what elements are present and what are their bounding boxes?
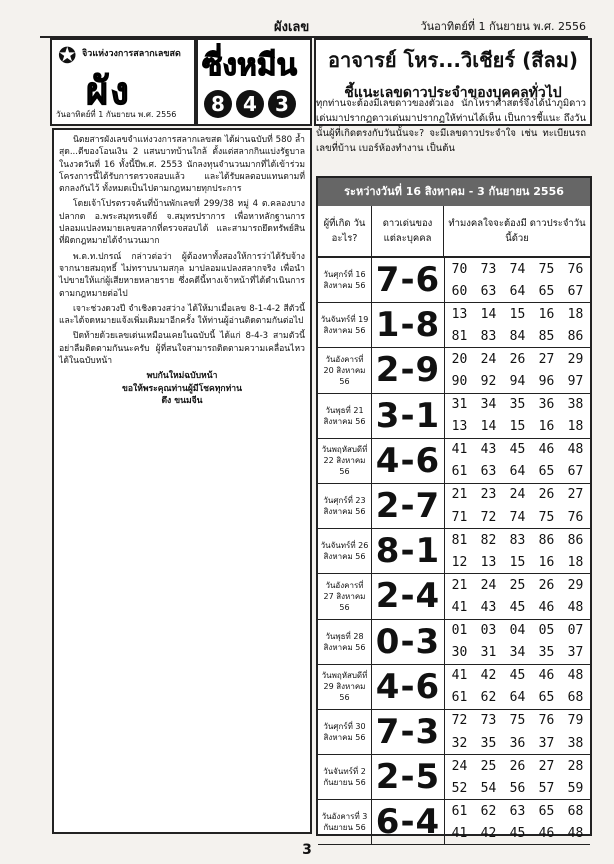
row-star-pair: 7-3 — [372, 710, 445, 754]
lucky-number: 31 — [451, 397, 468, 413]
row-numbers — [445, 710, 590, 754]
logo-tagline: จิวแห่งวงการสลากเลขสด — [82, 49, 181, 59]
table-row — [318, 394, 590, 439]
lucky-number: 26 — [538, 577, 555, 593]
lucky-number: 20 — [451, 351, 468, 367]
row-day: วันอังคารที่ 27 สิงหาคม 56 — [318, 574, 372, 618]
table-row — [318, 484, 590, 529]
lucky-number: 24 — [509, 487, 526, 503]
lucky-number: 27 — [538, 351, 555, 367]
lucky-number: 56 — [509, 780, 526, 796]
table-row — [318, 439, 590, 484]
left-column — [52, 128, 312, 834]
lucky-number: 46 — [538, 442, 555, 458]
lucky-number: 43 — [480, 442, 497, 458]
lucky-number: 72 — [451, 713, 468, 729]
lucky-number: 52 — [451, 780, 468, 796]
lucky-number: 38 — [567, 735, 584, 751]
lucky-number: 27 — [567, 487, 584, 503]
table-row — [318, 755, 590, 800]
row-star-pair: 6-4 — [372, 800, 445, 844]
paragraph: นิตยสารผังเลขจำแห่งวงการสลากเลขสด ได้ผ่านฉบับที่ 580 ล้ำสุด...ตีของโอนเงิน 2 แสนบาทบ้านใกล้ ตั้งแต่สลากกินแบ่งรัฐบาลในงวดวันที่ 16 ทั้งนี้ปีพ.ศ. 2553 นักลงทุนจำนวนมากที่ได้เข้าร่วมโครงการนี้ได้รับการตรวจสอบแล้ว และได้รับผลตอบแทนตามที่ตกลงกันไว้ ทั้งหมดเป็นไปตามกฎหมายทุกประการ — [59, 135, 305, 195]
lucky-number: 83 — [509, 532, 526, 548]
lucky-number: 37 — [567, 645, 584, 661]
row-star-pair: 8-1 — [372, 529, 445, 573]
lucky-number: 34 — [480, 397, 497, 413]
table-body — [318, 258, 590, 845]
digit-ball: 4 — [236, 90, 264, 118]
lucky-number: 86 — [567, 532, 584, 548]
lucky-number: 68 — [567, 803, 584, 819]
table-row — [318, 529, 590, 574]
table-row — [318, 710, 590, 755]
row-star-pair: 2-5 — [372, 755, 445, 799]
lucky-number: 64 — [509, 690, 526, 706]
lucky-number: 73 — [480, 713, 497, 729]
lucky-number: 41 — [451, 599, 468, 615]
lucky-number: 73 — [480, 261, 497, 277]
lucky-number: 28 — [567, 758, 584, 774]
lucky-number: 94 — [509, 374, 526, 390]
row-star-pair: 2-7 — [372, 484, 445, 528]
lucky-number: 30 — [451, 645, 468, 661]
lucky-number: 82 — [480, 532, 497, 548]
row-numbers — [445, 258, 590, 302]
lucky-number: 16 — [538, 554, 555, 570]
lucky-number: 36 — [509, 735, 526, 751]
row-star-pair: 1-8 — [372, 303, 445, 347]
column-header-pair: ดาวเด่นของ แต่ละบุคคล — [372, 206, 444, 256]
lucky-number: 04 — [509, 623, 526, 639]
lucky-number: 48 — [567, 442, 584, 458]
table-row — [318, 348, 590, 393]
lucky-number: 76 — [567, 509, 584, 525]
lucky-number: 24 — [480, 577, 497, 593]
row-numbers — [445, 800, 590, 844]
lucky-number: 35 — [509, 397, 526, 413]
paragraph: พ.ต.ท.ปกรณ์ กล่าวต่อว่า ผู้ต้องหาทั้งสองให้การว่าได้รับจ้างจากนายสมฤทธิ์ ไม่ทราบนามสกุล มาปลอมแปลงสลากจริง เพื่อนำไปขายให้แก่ผู้เสียหายหลายราย ซึ่งคดีนี้ทางเจ้าหน้าที่ได้ดำเนินการตามกฎหมายต่อไป — [59, 251, 305, 299]
lucky-digits — [204, 90, 296, 118]
lucky-number: 64 — [509, 464, 526, 480]
lucky-number: 75 — [538, 261, 555, 277]
lucky-number: 05 — [538, 623, 555, 639]
masthead-brand: ผังเลข — [274, 20, 310, 35]
row-numbers — [445, 665, 590, 709]
row-day: วันจันทร์ที่ 26 สิงหาคม 56 — [318, 529, 372, 573]
column-header-day: ผู้ที่เกิด วันอะไร? — [318, 206, 372, 256]
lucky-number: 48 — [567, 825, 584, 841]
lucky-number: 12 — [451, 554, 468, 570]
lucky-number: 34 — [509, 645, 526, 661]
table-row — [318, 303, 590, 348]
lucky-number: 46 — [538, 599, 555, 615]
row-day: วันพฤหัสบดีที่ 29 สิงหาคม 56 — [318, 665, 372, 709]
row-numbers — [445, 303, 590, 347]
lucky-number: 45 — [509, 599, 526, 615]
digit-ball: 3 — [268, 90, 296, 118]
lucky-number: 14 — [480, 306, 497, 322]
digit-ball: 8 — [204, 90, 232, 118]
row-numbers — [445, 484, 590, 528]
lucky-number: 42 — [480, 825, 497, 841]
lucky-number: 26 — [509, 758, 526, 774]
lucky-number: 27 — [538, 758, 555, 774]
lucky-number: 42 — [480, 668, 497, 684]
lucky-number: 74 — [509, 261, 526, 277]
lucky-number: 83 — [480, 328, 497, 344]
lucky-number: 60 — [451, 283, 468, 299]
lucky-number: 74 — [509, 509, 526, 525]
lucky-number: 23 — [480, 487, 497, 503]
row-numbers — [445, 620, 590, 664]
logo-title: ผัง — [86, 69, 131, 113]
row-star-pair: 2-4 — [372, 574, 445, 618]
lucky-number: 72 — [480, 509, 497, 525]
masthead-bar — [40, 14, 588, 38]
lucky-number: 92 — [480, 374, 497, 390]
column-logo-title: ซี่งหมีน — [202, 48, 298, 83]
magazine-logo — [50, 38, 196, 126]
lucky-number: 62 — [480, 690, 497, 706]
lucky-number: 63 — [480, 283, 497, 299]
lucky-number: 18 — [567, 554, 584, 570]
lucky-number: 57 — [538, 780, 555, 796]
row-numbers — [445, 394, 590, 438]
lucky-number: 63 — [509, 803, 526, 819]
article-subtitle: ชี้แนะเลขดาวประจำของบุคคลทั่วไป — [344, 85, 562, 101]
lucky-number: 96 — [538, 374, 555, 390]
lucky-number: 86 — [567, 328, 584, 344]
lucky-number: 48 — [567, 668, 584, 684]
table-header — [318, 206, 590, 258]
lucky-number: 07 — [567, 623, 584, 639]
author-name: ดึง ขนมจีน — [161, 395, 203, 406]
lucky-number: 31 — [480, 645, 497, 661]
row-day: วันศุกร์ที่ 23 สิงหาคม 56 — [318, 484, 372, 528]
lucky-number: 65 — [538, 283, 555, 299]
column-header-numbers: ทำมงคลใจจะต้องมี ดาวประจำวันนี้ด้วย — [448, 218, 586, 244]
lucky-number: 37 — [538, 735, 555, 751]
lucky-number: 03 — [480, 623, 497, 639]
lucky-number: 84 — [509, 328, 526, 344]
lucky-number: 32 — [451, 735, 468, 751]
paragraph: โดยเจ้าโปรตรวจค้นที่บ้านพักเลขที่ 299/38 หมู่ 4 ต.คลองบางปลากด อ.พระสมุทรเจดีย์ จ.สมุทรปราการ เพื่อหาหลักฐานการปลอมแปลงหมายเลขสลากที่ตรวจสอบได้ และสามารถยึดทรัพย์สินที่ผิดกฎหมายได้จำนวนมาก — [59, 199, 305, 247]
row-numbers — [445, 755, 590, 799]
lucky-number: 86 — [538, 532, 555, 548]
row-day: วันพุธที่ 28 สิงหาคม 56 — [318, 620, 372, 664]
row-day: วันจันทร์ที่ 2 กันยายน 56 — [318, 755, 372, 799]
lucky-number: 41 — [451, 825, 468, 841]
row-star-pair: 3-1 — [372, 394, 445, 438]
signoff-line: ขอให้พระคุณท่านผู้มีโชคทุกท่าน — [121, 383, 242, 394]
lucky-number: 67 — [567, 283, 584, 299]
row-star-pair: 2-9 — [372, 348, 445, 392]
table-period: ระหว่างวันที่ 16 สิงหาคม - 3 กันยายน 2556 — [318, 178, 590, 206]
lucky-number: 16 — [538, 306, 555, 322]
masthead-date: วันอาทิตย์ที่ 1 กันยายน พ.ศ. 2556 — [420, 20, 586, 33]
lucky-number: 35 — [538, 645, 555, 661]
lucky-number: 43 — [480, 599, 497, 615]
lucky-number: 29 — [567, 351, 584, 367]
lucky-number: 79 — [567, 713, 584, 729]
lucky-number: 25 — [480, 758, 497, 774]
row-day: วันอังคารที่ 20 สิงหาคม 56 — [318, 348, 372, 392]
lucky-number: 21 — [451, 487, 468, 503]
row-star-pair: 0-3 — [372, 620, 445, 664]
lucky-number: 15 — [509, 419, 526, 435]
row-star-pair: 4-6 — [372, 665, 445, 709]
lucky-number: 97 — [567, 374, 584, 390]
lucky-number: 01 — [451, 623, 468, 639]
lucky-number: 36 — [538, 397, 555, 413]
signoff-line: พบกันใหม่ฉบับหน้า — [146, 371, 218, 382]
lucky-number: 81 — [451, 328, 468, 344]
row-numbers — [445, 574, 590, 618]
lucky-number: 24 — [451, 758, 468, 774]
lucky-number: 13 — [451, 419, 468, 435]
row-star-pair: 7-6 — [372, 258, 445, 302]
lucky-number: 15 — [509, 306, 526, 322]
table-row — [318, 258, 590, 303]
table-row — [318, 620, 590, 665]
lucky-number: 85 — [538, 328, 555, 344]
lucky-number: 64 — [509, 283, 526, 299]
star-icon: ✪ — [58, 44, 77, 69]
lucky-number: 61 — [451, 464, 468, 480]
lucky-number: 45 — [509, 668, 526, 684]
lucky-number: 46 — [538, 825, 555, 841]
lucky-number: 29 — [567, 577, 584, 593]
row-day: วันพฤหัสบดีที่ 22 สิงหาคม 56 — [318, 439, 372, 483]
lucky-number: 48 — [567, 599, 584, 615]
lucky-number: 25 — [509, 577, 526, 593]
row-numbers — [445, 529, 590, 573]
lucky-number: 65 — [538, 690, 555, 706]
lucky-number: 45 — [509, 442, 526, 458]
lucky-number: 18 — [567, 419, 584, 435]
paragraph: ปิดท้ายด้วยเลขเด่นเหมือนเคยในฉบับนี้ ได้แก่ 8-4-3 สามตัวนี้อย่าลืมติดตามกันนะครับ ผู้ที่สนใจสามารถติดตามความเคลื่อนไหวได้ในฉบับหน้า — [59, 331, 305, 367]
lucky-number: 75 — [509, 713, 526, 729]
lucky-number: 16 — [538, 419, 555, 435]
row-day: วันศุกร์ที่ 16 สิงหาคม 56 — [318, 258, 372, 302]
row-star-pair: 4-6 — [372, 439, 445, 483]
article-title: อาจารย์ โหร...วิเชียร์ (สีลม) — [327, 48, 579, 72]
lucky-number: 45 — [509, 825, 526, 841]
lucky-number: 90 — [451, 374, 468, 390]
lucky-number: 26 — [509, 351, 526, 367]
lucky-number: 81 — [451, 532, 468, 548]
column-logo — [196, 38, 312, 126]
table-row — [318, 665, 590, 710]
lucky-number: 67 — [567, 464, 584, 480]
row-day: วันศุกร์ที่ 30 สิงหาคม 56 — [318, 710, 372, 754]
row-day: วันอังคารที่ 3 กันยายน 56 — [318, 800, 372, 844]
table-row — [318, 800, 590, 845]
lucky-number: 18 — [567, 306, 584, 322]
lucky-number: 61 — [451, 690, 468, 706]
lucky-number: 46 — [538, 668, 555, 684]
lucky-number: 70 — [451, 261, 468, 277]
lucky-number: 41 — [451, 668, 468, 684]
lucky-number: 15 — [509, 554, 526, 570]
lucky-number: 26 — [538, 487, 555, 503]
lucky-number: 68 — [567, 690, 584, 706]
logo-date: วันอาทิตย์ที่ 1 กันยายน พ.ศ. 2556 — [56, 110, 177, 119]
article-intro: ทุกท่านจะต้องมีเลขดาวของตัวเอง นักโหราศาสตร์จึงได้นำภูมิดาวเด่นมาปรากฏดาวเด่นมาปรากฏให้ท่านได้เห็น เป็นการชี้แนะ ถึงวันนั้นผู้ที่เกิดตรงกับวันนั้นจะ? จะมีเลขดาวประจำใจ เช่น ทะเบียนรถ เลขที่บ้าน เบอร์ห้องทำงาน เป็นต้น — [316, 98, 586, 154]
row-day: วันจันทร์ที่ 19 สิงหาคม 56 — [318, 303, 372, 347]
lucky-number: 24 — [480, 351, 497, 367]
lucky-number: 65 — [538, 803, 555, 819]
page-number: 3 — [302, 842, 312, 858]
lucky-number-table — [316, 176, 592, 843]
lucky-number: 21 — [451, 577, 468, 593]
lucky-number: 63 — [480, 464, 497, 480]
lucky-number: 71 — [451, 509, 468, 525]
row-numbers — [445, 348, 590, 392]
lucky-number: 41 — [451, 442, 468, 458]
lucky-number: 75 — [538, 509, 555, 525]
lucky-number: 61 — [451, 803, 468, 819]
lucky-number: 38 — [567, 397, 584, 413]
lucky-number: 14 — [480, 419, 497, 435]
lucky-number: 35 — [480, 735, 497, 751]
paragraph: เจาะช่วงดวงปี จำเชิงดวงสว่าง ได้ให้มาเมื่อเลข 8-1-4-2 สีตัวนี้ และได้จดหมายแจ้งเพิ่มเติมมาอีกครั้ง ให้ท่านผู้อ่านติดตามกันต่อไป — [59, 303, 305, 327]
lucky-number: 65 — [538, 464, 555, 480]
table-row — [318, 574, 590, 619]
row-numbers — [445, 439, 590, 483]
lucky-number: 13 — [451, 306, 468, 322]
lucky-number: 59 — [567, 780, 584, 796]
lucky-number: 13 — [480, 554, 497, 570]
row-day: วันพุธที่ 21 สิงหาคม 56 — [318, 394, 372, 438]
lucky-number: 76 — [567, 261, 584, 277]
lucky-number: 76 — [538, 713, 555, 729]
lucky-number: 62 — [480, 803, 497, 819]
lucky-number: 54 — [480, 780, 497, 796]
